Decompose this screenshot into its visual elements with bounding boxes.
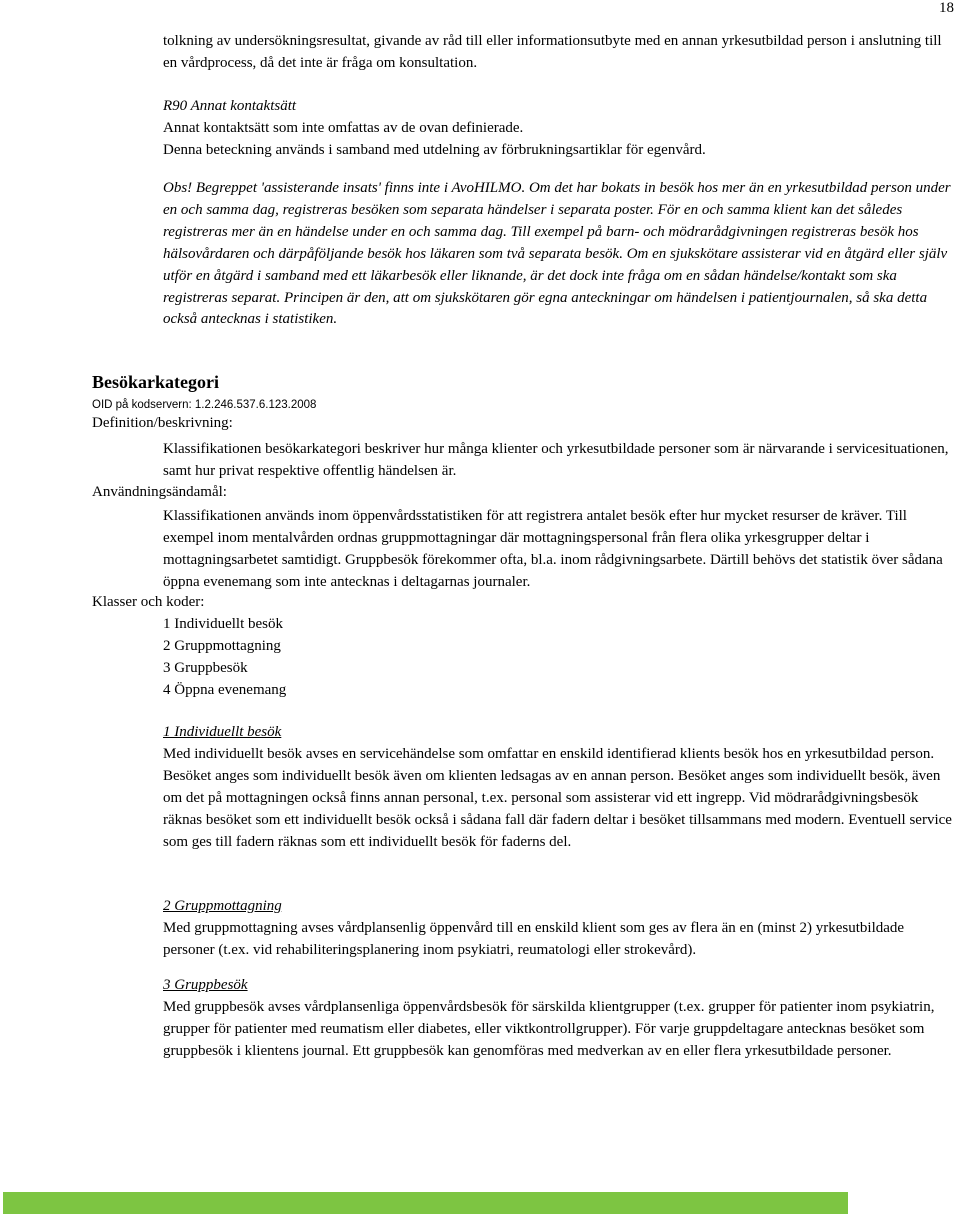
detail-group-visit xyxy=(163,975,958,1063)
detail-text: Med gruppbesök avses vårdplansenliga öppenvårdsbesök för särskilda klientgrupper (t.ex. grupper för patienter inom psykiatrin, grupper för patienter med reumatism eller diabetes, eller viktkontrollgrupper). För varje gruppdeltagare antecknas besöket som gruppbesök i klientens journal. Ett gruppbesök kan genomföras med medverkan av en eller flera yrkesutbildade personer. xyxy=(163,998,935,1059)
r90-title: R90 Annat kontaktsätt xyxy=(163,98,297,114)
class-item: 1 Individuellt besök xyxy=(163,616,283,632)
purpose-text: Klassifikationen används inom öppenvårdsstatistiken för att registrera antalet besök efter hur mycket resurser de kräver. Till exempel inom mentalvården ordnas gruppmottagningar där mottagningspersonal från flera olika yrkesgrupper deltar i mottagningsarbetet samtidigt. Gruppbesök förekommer ofta, bl.a. inom rådgivningsarbete. Därtill behövs det statistik över sådana öppna evenemang som inte antecknas i deltagarnas journaler. xyxy=(163,508,943,590)
r90-line-1: Annat kontaktsätt som inte omfattas av de ovan definierade. xyxy=(163,119,524,136)
class-item: 4 Öppna evenemang xyxy=(163,681,287,698)
class-item: 3 Gruppbesök xyxy=(163,659,248,676)
detail-title: 1 Individuellt besök xyxy=(163,724,282,740)
r90-block xyxy=(163,96,958,162)
obs-note: Obs! Begreppet 'assisterande insats' finns inte i AvoHILMO. Om det har bokats in besök hos mer än en yrkesutbildad person under en och samma dag, registreras besöken som separata händelser i separata poster. För en och samma klient kan det således registreras mer än en händelse under en och samma dag. Till exempel på barn- och mödrarådgivningen registreras besök hos hälsovårdaren och därpåföljande besök hos läkaren som två separata besök. Om en sjukskötare assisterar vid en åtgärd eller själv utför en åtgärd i samband med ett läkarbesök eller liknande, är det dock inte fråga om en sådan händelse/kontakt som ska registreras separat. Principen är den, att om sjukskötaren gör egna anteckningar om händelsen i patientjournalen, så ska detta också antecknas i statistiken. xyxy=(163,180,951,328)
detail-text: Med gruppmottagning avses vårdplansenlig öppenvård till en enskild klient som ges av flera än en (minst 2) yrkesutbildade personer (t.ex. vid rehabiliteringsplanering inom psykiatri, reumatologi eller strokevård). xyxy=(163,919,905,958)
class-item: 2 Gruppmottagning xyxy=(163,637,281,654)
purpose-label: Användningsändamål: xyxy=(92,484,227,500)
classes-list xyxy=(163,614,286,702)
definition-label: Definition/beskrivning: xyxy=(92,415,233,431)
detail-text: Med individuellt besök avses en servicehändelse som omfattar en enskild identifierad klients besök hos en yrkesutbildad person. Besöket anges som individuellt besök även om klienten ledsagas av en annan person. Besöket anges som individuellt besök, även om det på mottagningen också finns annan personal, t.ex. personal som assisterar vid ett ingrepp. Vid mödrarådgivningsbesök räknas besöket som ett individuellt besök också i sådana fall där fadern deltar i besöket tillsammans med modern. Eventuell service som ges till fadern räknas som ett individuellt besök för faderns del. xyxy=(163,745,952,850)
detail-title: 2 Gruppmottagning xyxy=(163,898,282,914)
page-number: 18 xyxy=(939,0,954,16)
detail-group-reception xyxy=(163,896,958,962)
oid-text: OID på kodservern: 1.2.246.537.6.123.2008 xyxy=(92,399,317,411)
r90-line-2: Denna beteckning används i samband med utdelning av förbrukningsartiklar för egenvård. xyxy=(163,141,706,158)
classes-label: Klasser och koder: xyxy=(92,594,205,610)
intro-continuation: tolkning av undersökningsresultat, givande av råd till eller informationsutbyte med en annan yrkesutbildad person i anslutning till en vårdprocess, då det inte är fråga om konsultation. xyxy=(163,33,942,71)
footer-bar xyxy=(3,1192,848,1214)
definition-text: Klassifikationen besökarkategori beskriver hur många klienter och yrkesutbildade personer som är närvarande i servicesituationen, samt hur privat respektive offentlig händelsen är. xyxy=(163,441,949,479)
section-title: Besökarkategori xyxy=(92,372,219,392)
detail-individual xyxy=(163,722,958,853)
detail-title: 3 Gruppbesök xyxy=(163,977,248,993)
